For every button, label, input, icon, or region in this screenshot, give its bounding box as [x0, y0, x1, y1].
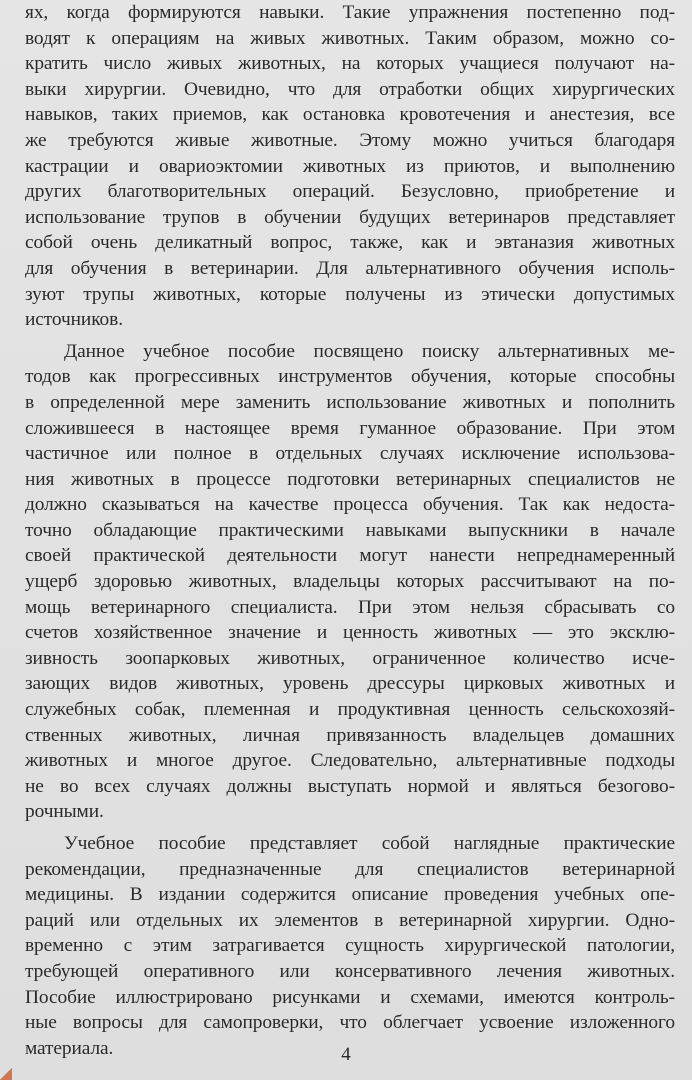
text-line: ущерб здоровью животных, владельцы которых рассчитывают на по- [25, 571, 675, 593]
text-line: ях, когда формируются навыки. Такие упражнения постепенно под- [25, 2, 675, 23]
text-line: сложившееся в настоящее время гуманное образование. При этом [25, 417, 675, 439]
text-line: счетов хозяйственное значение и ценность животных — это эксклю- [25, 622, 675, 644]
page-number: 4 [341, 1044, 351, 1065]
text-line: собой очень деликатный вопрос, также, как и эвтаназия животных [25, 232, 675, 254]
text-line: медицины. В издании содержится описание проведения учебных опе- [25, 884, 675, 906]
text-line: ния животных в процессе подготовки ветеринарных специалистов не [25, 468, 675, 490]
corner-scan-mark [0, 1068, 12, 1080]
text-line: для обучения в ветеринарии. Для альтернативного обучения исполь- [25, 257, 675, 279]
text-line: использование трупов в обучении будущих ветеринаров представляет [25, 206, 675, 228]
text-line: в определенной мере заменить использование животных и пополнить [25, 391, 675, 413]
text-line: точно обладающие практическими навыками выпускники в начале [25, 519, 675, 541]
paragraph-2 [25, 339, 675, 825]
text-line: ственных животных, личная привязанность владельцев домашних [25, 724, 675, 746]
text-line: рекомендации, предназначенные для специалистов ветеринарной [25, 858, 675, 880]
body-text [25, 0, 675, 1061]
text-line: других благотворительных операций. Безусловно, приобретение и [25, 181, 675, 203]
text-line: водят к операциям на живых животных. Таким образом, можно со- [25, 27, 675, 49]
text-line: Данное учебное пособие посвящено поиску альтернативных ме- [64, 340, 675, 362]
text-line: животных и многое другое. Следовательно, альтернативные подходы [25, 750, 675, 772]
text-line: частичное или полное в отдельных случаях исключение использова- [25, 443, 675, 465]
text-line: Пособие иллюстрировано рисунками и схемами, имеются контроль- [25, 986, 675, 1008]
text-line: материала. [25, 1037, 114, 1059]
text-line: же требуются живые животные. Этому можно учиться благодаря [25, 129, 675, 151]
text-line: кратить число живых животных, на которых учащиеся получают на- [25, 53, 675, 75]
text-line: выки хирургии. Очевидно, что для отработки общих хирургических [25, 78, 675, 100]
paragraph-3 [25, 831, 675, 1061]
text-line: должно сказываться на качестве процесса обучения. Так как недоста- [25, 494, 675, 516]
text-line: служебных собак, племенная и продуктивная ценность сельскохозяй- [25, 699, 675, 721]
text-line: временно с этим затрагивается сущность хирургической патологии, [25, 935, 675, 957]
text-line: зающих видов животных, уровень дрессуры цирковых животных и [25, 673, 675, 695]
text-line: тодов как прогрессивных инструментов обучения, которые способны [25, 366, 675, 388]
text-line: раций или отдельных их элементов в ветеринарной хирургии. Одно- [25, 909, 675, 931]
text-line: навыков, таких приемов, как остановка кровотечения и анестезия, все [25, 104, 675, 126]
paragraph-1 [25, 0, 675, 333]
text-line: источников. [25, 309, 123, 331]
text-line: рочными. [25, 801, 104, 823]
text-line: зивность зоопарковых животных, ограниченное количество исче- [25, 647, 675, 669]
text-line: не во всех случаях должны выступать нормой и являться безогово- [25, 775, 675, 797]
text-line: своей практической деятельности могут нанести непреднамеренный [25, 545, 675, 567]
text-line: зуют трупы животных, которые получены из этически допустимых [25, 283, 675, 305]
text-line: мощь ветеринарного специалиста. При этом нельзя сбрасывать со [25, 596, 675, 618]
text-line: требующей оперативного или консервативного лечения животных. [25, 960, 675, 982]
text-line: Учебное пособие представляет собой наглядные практические [64, 833, 675, 854]
text-line: ные вопросы для самопроверки, что облегчает усвоение изложенного [25, 1012, 675, 1034]
text-line: кастрации и овариоэктомии животных из приютов, и выполнению [25, 155, 675, 177]
